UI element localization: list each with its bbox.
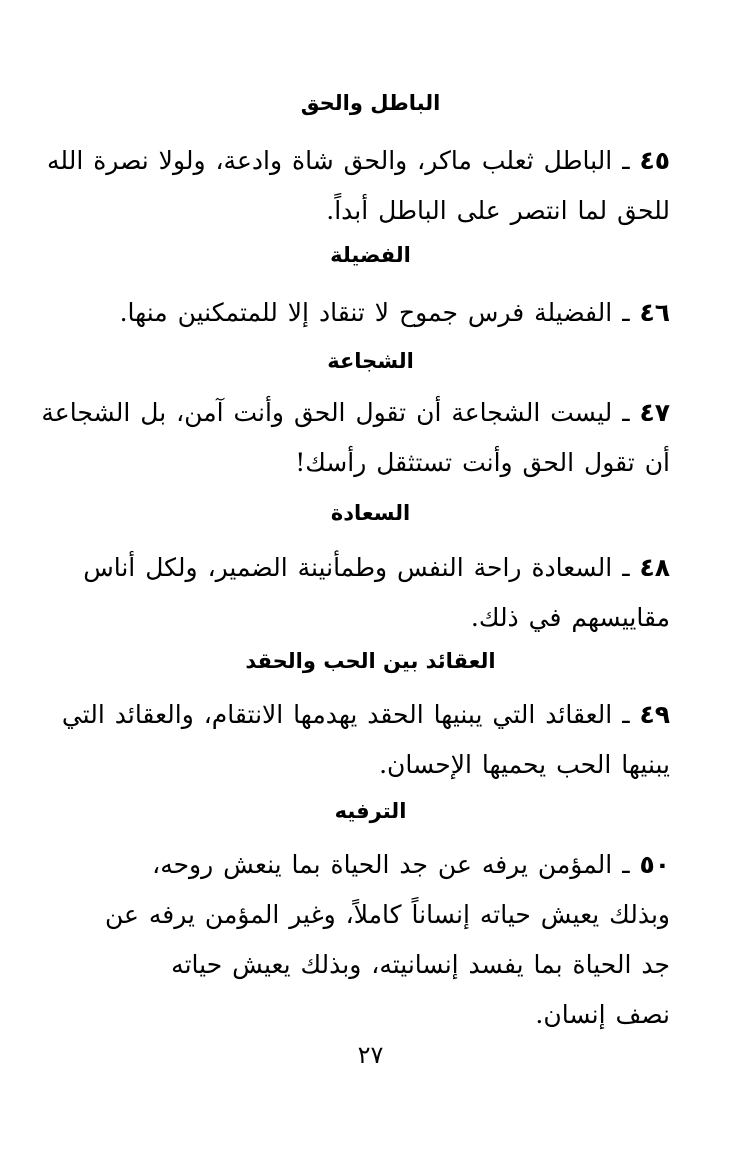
number-separator: ـ bbox=[622, 146, 630, 175]
number-separator: ـ bbox=[622, 850, 630, 879]
entry-49-line-1 bbox=[61, 690, 670, 740]
entry-number: ٥٠ bbox=[639, 850, 670, 879]
entry-50-line-1 bbox=[72, 840, 670, 890]
entry-number: ٤٦ bbox=[639, 298, 670, 327]
entry-45-line-2: للحق لما انتصر على الباطل أبداً. bbox=[326, 196, 670, 225]
entry-50-line-3: جد الحياة بما يفسد إنسانيته، وبذلك يعيش حياته bbox=[171, 950, 670, 979]
entry-50 bbox=[72, 840, 670, 1040]
entry-45 bbox=[47, 136, 670, 236]
entry-48 bbox=[72, 543, 670, 643]
entry-text: ليست الشجاعة أن تقول الحق وأنت آمن، بل الشجاعة bbox=[41, 398, 613, 427]
entry-text: العقائد التي يبنيها الحقد يهدمها الانتقام، والعقائد التي bbox=[61, 700, 613, 729]
entry-text: الفضيلة فرس جموح لا تنقاد إلا للمتمكنين منها. bbox=[119, 298, 613, 327]
entry-text: السعادة راحة النفس وطمأنينة الضمير، ولكل أناس bbox=[83, 553, 613, 582]
entry-49-line-2: يبنيها الحب يحميها الإحسان. bbox=[379, 750, 670, 779]
entry-number: ٤٥ bbox=[639, 146, 670, 175]
section-heading-happiness: السعادة bbox=[330, 501, 411, 525]
entry-47-line-2: أن تقول الحق وأنت تستثقل رأسك! bbox=[295, 448, 670, 477]
entry-48-line-2: مقاييسهم في ذلك. bbox=[470, 603, 670, 632]
section-heading-beliefs: العقائد بين الحب والحقد bbox=[245, 649, 496, 673]
entry-text: المؤمن يرفه عن جد الحياة بما ينعش روحه، bbox=[152, 850, 613, 879]
entry-50-line-2: وبذلك يعيش حياته إنساناً كاملاً، وغير المؤمن يرفه عن bbox=[104, 900, 670, 929]
entry-49 bbox=[61, 690, 670, 790]
entry-number: ٤٨ bbox=[639, 553, 670, 582]
number-separator: ـ bbox=[622, 700, 630, 729]
number-separator: ـ bbox=[622, 553, 630, 582]
entry-48-line-1 bbox=[72, 543, 670, 593]
number-separator: ـ bbox=[622, 398, 630, 427]
entry-45-line-1 bbox=[47, 136, 670, 186]
entry-47 bbox=[41, 388, 670, 488]
section-heading-virtue: الفضيلة bbox=[330, 243, 411, 267]
number-separator: ـ bbox=[622, 298, 630, 327]
section-heading-falsehood-truth: الباطل والحق bbox=[300, 91, 441, 115]
entry-number: ٤٧ bbox=[639, 398, 670, 427]
entry-50-line-4: نصف إنسان. bbox=[535, 1000, 670, 1029]
section-heading-recreation: الترفيه bbox=[334, 799, 407, 823]
entry-number: ٤٩ bbox=[639, 700, 670, 729]
entry-text: الباطل ثعلب ماكر، والحق شاة وادعة، ولولا نصرة الله bbox=[47, 146, 613, 175]
section-heading-courage: الشجاعة bbox=[327, 349, 414, 373]
entry-47-line-1 bbox=[41, 388, 670, 438]
entry-46-line-1 bbox=[72, 288, 670, 338]
page-number: ٢٧ bbox=[357, 1041, 384, 1069]
entry-46 bbox=[72, 288, 670, 338]
